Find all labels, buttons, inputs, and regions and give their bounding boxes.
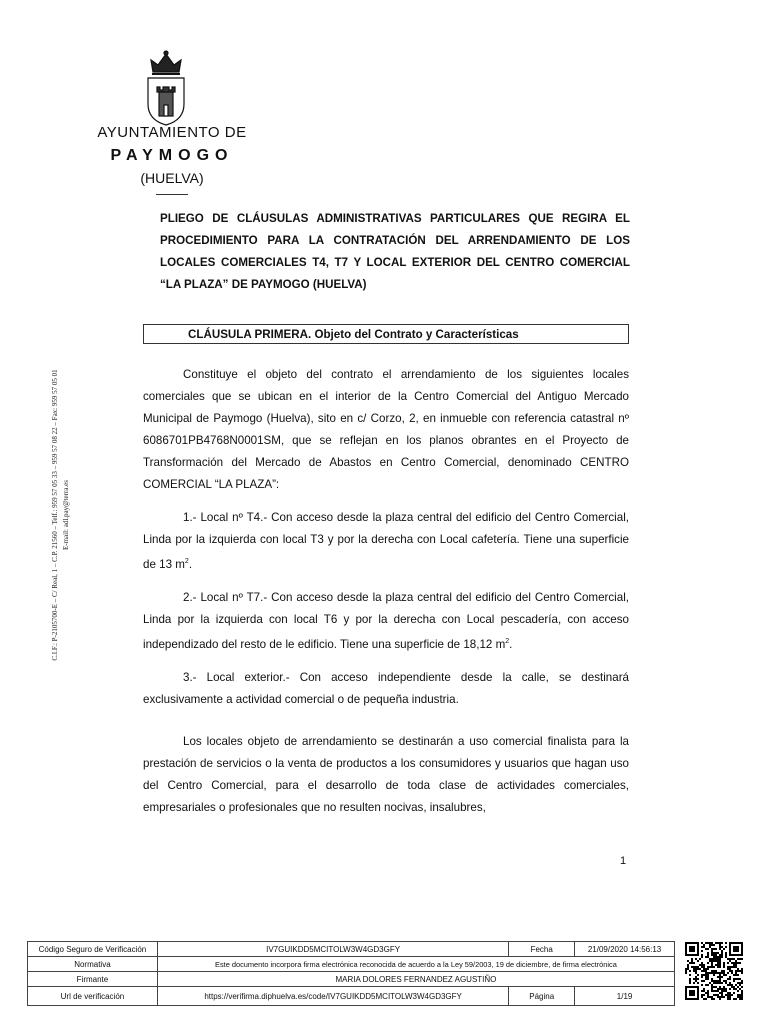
table-cell: Normativa	[28, 957, 158, 972]
document-title: PLIEGO DE CLÁUSULAS ADMINISTRATIVAS PARTICULARES QUE REGIRA EL PROCEDIMIENTO PARA LA CONTRATACIÓN DEL ARRENDAMIENTO DE LOS LOCALES COMERCIALES T4, T7 Y LOCAL EXTERIOR DEL CENTRO COMERCIAL “LA PLAZA” DE PAYMOGO (HUELVA)	[160, 212, 630, 291]
table-cell: Fecha	[509, 942, 575, 957]
table-cell: Código Seguro de Verificación	[28, 942, 158, 957]
item-1-end: .	[188, 557, 193, 571]
table-cell: Url de verificación	[28, 987, 158, 1006]
table-cell: MARIA DOLORES FERNANDEZ AGUSTIÑO	[157, 972, 674, 987]
item-1-text: 1.- Local nº T4.- Con acceso desde la plaza central del edificio del Centro Comercial, Linda por la izquierda con local T3 y por la derecha con Local cafetería. Tiene una superficie de 13 m	[143, 511, 629, 571]
table-cell: Firmante	[28, 972, 158, 987]
item-2-text: 2.- Local nº T7.- Con acceso desde la plaza central del edificio del Centro Comercial, Linda por la izquierda con local T6 y por la derecha con Local pescadería, con acceso independizado del resto de le edificio. Tiene una superficie de 18,12 m	[143, 591, 629, 651]
body-paragraph-final: Los locales objeto de arrendamiento se destinarán a uso comercial finalista para la prestación de servicios o la venta de productos a los consumidores y usuarios que hagan uso del Centro Comercial, para el desarrollo de toda clase de actividades comerciales, empresariales o profesionales que no resulten nocivas, insalubres,	[143, 735, 629, 814]
body-paragraph-item-3: 3.- Local exterior.- Con acceso independiente desde la calle, se destinará exclusivamente a actividad comercial o de pequeña industria.	[143, 671, 629, 706]
clause-heading: CLÁUSULA PRIMERA. Objeto del Contrato y Características	[143, 324, 629, 344]
header-line-2: PAYMOGO	[110, 147, 234, 164]
table-row	[28, 942, 675, 957]
table-row	[28, 957, 675, 972]
sidebar-contact-line-2: E-mail: adl.pay@terra.es	[62, 480, 70, 550]
sidebar-contact-text	[50, 350, 72, 680]
sidebar-contact-line-1: C.I.F.: P-2105700-E – C/ Real, 1 – C.P. 21560 – Telf.: 959 57 05 33 – 959 57 08 22 – Fax: 959 57 05 01	[51, 369, 59, 661]
item-2-end: .	[509, 637, 513, 651]
body-paragraph-item-1	[143, 507, 629, 576]
table-row	[28, 987, 675, 1006]
signature-table	[27, 941, 675, 1006]
item-2-superscript: 2	[505, 638, 510, 645]
page-number: 1	[620, 855, 627, 867]
header-divider	[156, 194, 188, 195]
qr-code-icon	[685, 942, 743, 1000]
item-1-superscript: 2	[184, 558, 189, 565]
table-cell: Página	[509, 987, 575, 1006]
verification-url-link[interactable]: https://verifirma.diphuelva.es/code/IV7GUIKDD5MCITOLW3W4GD3GFY	[157, 987, 508, 1006]
header-line-1: AYUNTAMIENTO DE	[97, 124, 247, 141]
table-row	[28, 972, 675, 987]
table-cell: Este documento incorpora firma electrónica reconocida de acuerdo a la Ley 59/2003, 19 de diciembre, de firma electrónica	[157, 957, 674, 972]
table-cell: IV7GUIKDD5MCITOLW3W4GD3GFY	[157, 942, 508, 957]
body-paragraph-item-2	[143, 587, 629, 656]
table-cell: 21/09/2020 14:56:13	[575, 942, 675, 957]
body-paragraph-intro: Constituye el objeto del contrato el arrendamiento de los siguientes locales comerciales que se ubican en el interior de la Centro Comercial del Antiguo Mercado Municipal de Paymogo (Huelva), sito en c/ Corzo, 2, en inmueble con referencia catastral nº 6086701PB4768N0001SM, que se reflejan en los planos obrantes en el Proyecto de Transformación del Mercado de Abastos en Centro Comercial, denominado CENTRO COMERCIAL “LA PLAZA”:	[143, 368, 629, 491]
coat-of-arms-icon	[143, 50, 189, 126]
table-cell: 1/19	[575, 987, 675, 1006]
header-line-3: (HUELVA)	[140, 170, 204, 186]
